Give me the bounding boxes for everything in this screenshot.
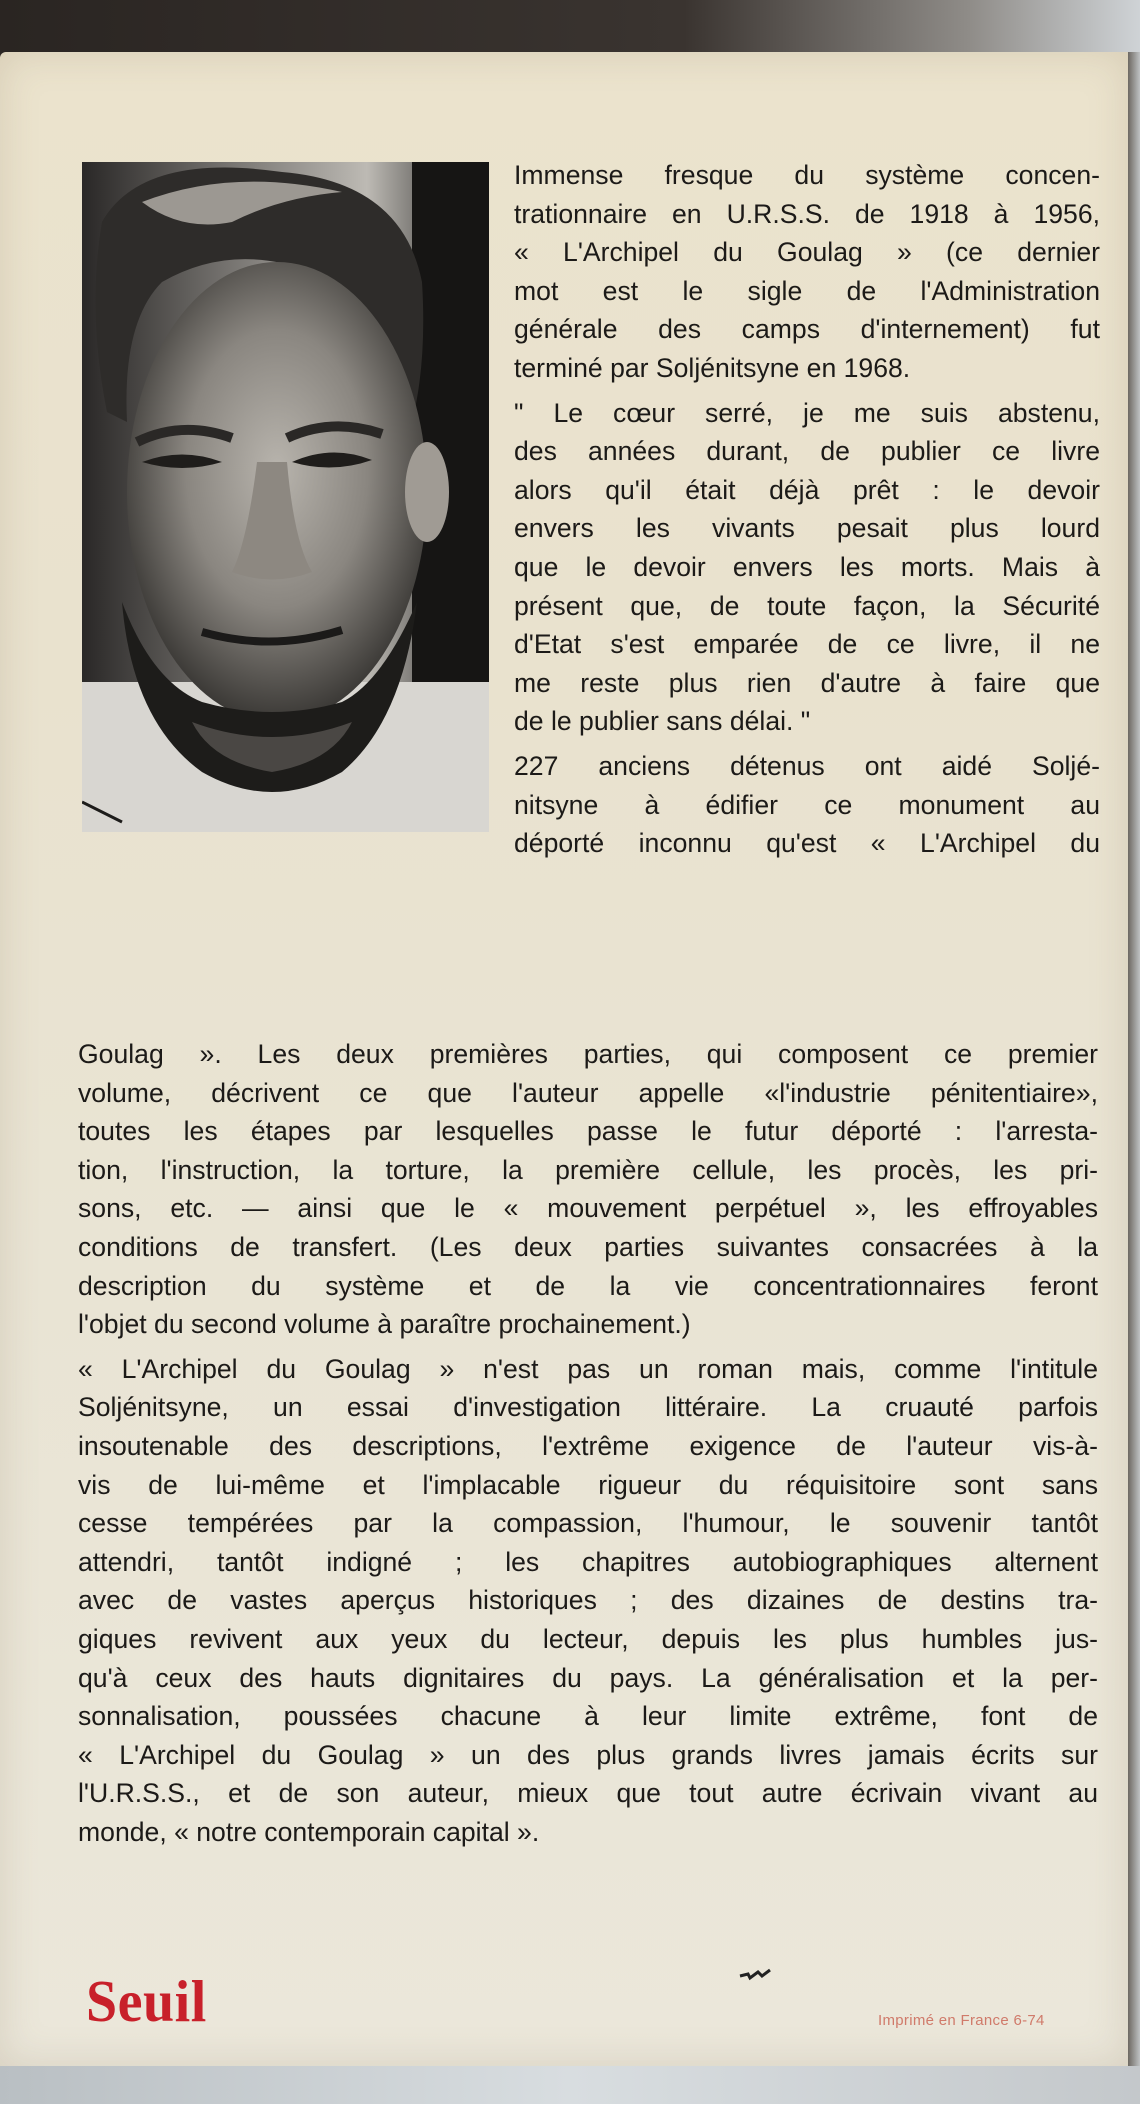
description-full-width (78, 1035, 1098, 1851)
description-right-column (514, 156, 1100, 863)
text-line: monde, « notre contemporain capital ». (78, 1816, 540, 1847)
book-edge (1128, 52, 1140, 2066)
text-line: « L'Archipel du Goulag » (ce dernier (514, 237, 1100, 268)
text-line: « L'Archipel du Goulag » n'est pas un roman mais, comme l'intitule (78, 1353, 1098, 1384)
text-line: cesse tempérées par la compassion, l'humour, le souvenir tantôt (78, 1508, 1098, 1539)
text-line: giques revivent aux yeux du lecteur, depuis les plus humbles jus- (78, 1623, 1098, 1654)
text-line: description du système et de la vie concentrationnaires feront (78, 1270, 1098, 1301)
text-line: nitsyne à édifier ce monument au (514, 789, 1100, 820)
text-line: attendri, tantôt indigné ; les chapitres autobiographiques alternent (78, 1546, 1098, 1577)
text-line: 227 anciens détenus ont aidé Soljé- (514, 750, 1100, 781)
background-bottom (0, 2066, 1140, 2104)
text-line: alors qu'il était déjà prêt : le devoir (514, 474, 1100, 505)
text-line: sonnalisation, poussées chacune à leur limite extrême, font de (78, 1701, 1098, 1732)
publisher-logo: Seuil (86, 1969, 207, 2035)
text-line: « L'Archipel du Goulag » un des plus grands livres jamais écrits sur (78, 1739, 1098, 1770)
text-line: des années durant, de publier ce livre (514, 436, 1100, 467)
text-line: terminé par Soljénitsyne en 1968. (514, 352, 911, 383)
text-line: Soljénitsyne, un essai d'investigation littéraire. La cruauté parfois (78, 1392, 1098, 1423)
text-line: présent que, de toute façon, la Sécurité (514, 590, 1100, 621)
text-line: sons, etc. — ainsi que le « mouvement perpétuel », les effroyables (78, 1193, 1098, 1224)
text-line: mot est le sigle de l'Administration (514, 275, 1100, 306)
text-line: vis de lui-même et l'implacable rigueur du réquisitoire sont sans (78, 1469, 1098, 1500)
text-line: volume, décrivent ce que l'auteur appelle «l'industrie pénitentiaire», (78, 1077, 1098, 1108)
text-line: qu'à ceux des hauts dignitaires du pays. La généralisation et la per- (78, 1662, 1098, 1693)
text-line: toutes les étapes par lesquelles passe le futur déporté : l'arresta- (78, 1116, 1098, 1147)
text-line: déporté inconnu qu'est « L'Archipel du (514, 828, 1100, 859)
text-line: générale des camps d'internement) fut (514, 314, 1100, 345)
text-line: trationnaire en U.R.S.S. de 1918 à 1956, (514, 198, 1100, 229)
text-line: tion, l'instruction, la torture, la première cellule, les procès, les pri- (78, 1154, 1098, 1185)
text-line: d'Etat s'est emparée de ce livre, il ne (514, 629, 1100, 660)
text-line: Immense fresque du système concen- (514, 160, 1100, 190)
text-line: avec de vastes aperçus historiques ; des dizaines de destins tra- (78, 1585, 1098, 1616)
text-line: l'objet du second volume à paraître prochainement.) (78, 1309, 691, 1340)
text-line: " Le cœur serré, je me suis abstenu, (514, 397, 1100, 428)
ink-mark-icon (738, 1962, 778, 1986)
text-line: que le devoir envers les morts. Mais à (514, 551, 1100, 582)
author-portrait-icon (82, 162, 489, 832)
imprint-text: Imprimé en France 6-74 (878, 2012, 1045, 2029)
text-line: insoutenable des descriptions, l'extrême exigence de l'auteur vis-à- (78, 1430, 1098, 1461)
text-line: me reste plus rien d'autre à faire que (514, 667, 1100, 698)
text-line: de le publier sans délai. " (514, 706, 811, 737)
text-line: l'U.R.S.S., et de son auteur, mieux que tout autre écrivain vivant au (78, 1778, 1098, 1809)
text-line: Goulag ». Les deux premières parties, qui composent ce premier (78, 1039, 1098, 1069)
text-line: envers les vivants pesait plus lourd (514, 513, 1100, 544)
text-line: conditions de transfert. (Les deux parties suivantes consacrées à la (78, 1231, 1098, 1262)
background-top (0, 0, 1140, 52)
